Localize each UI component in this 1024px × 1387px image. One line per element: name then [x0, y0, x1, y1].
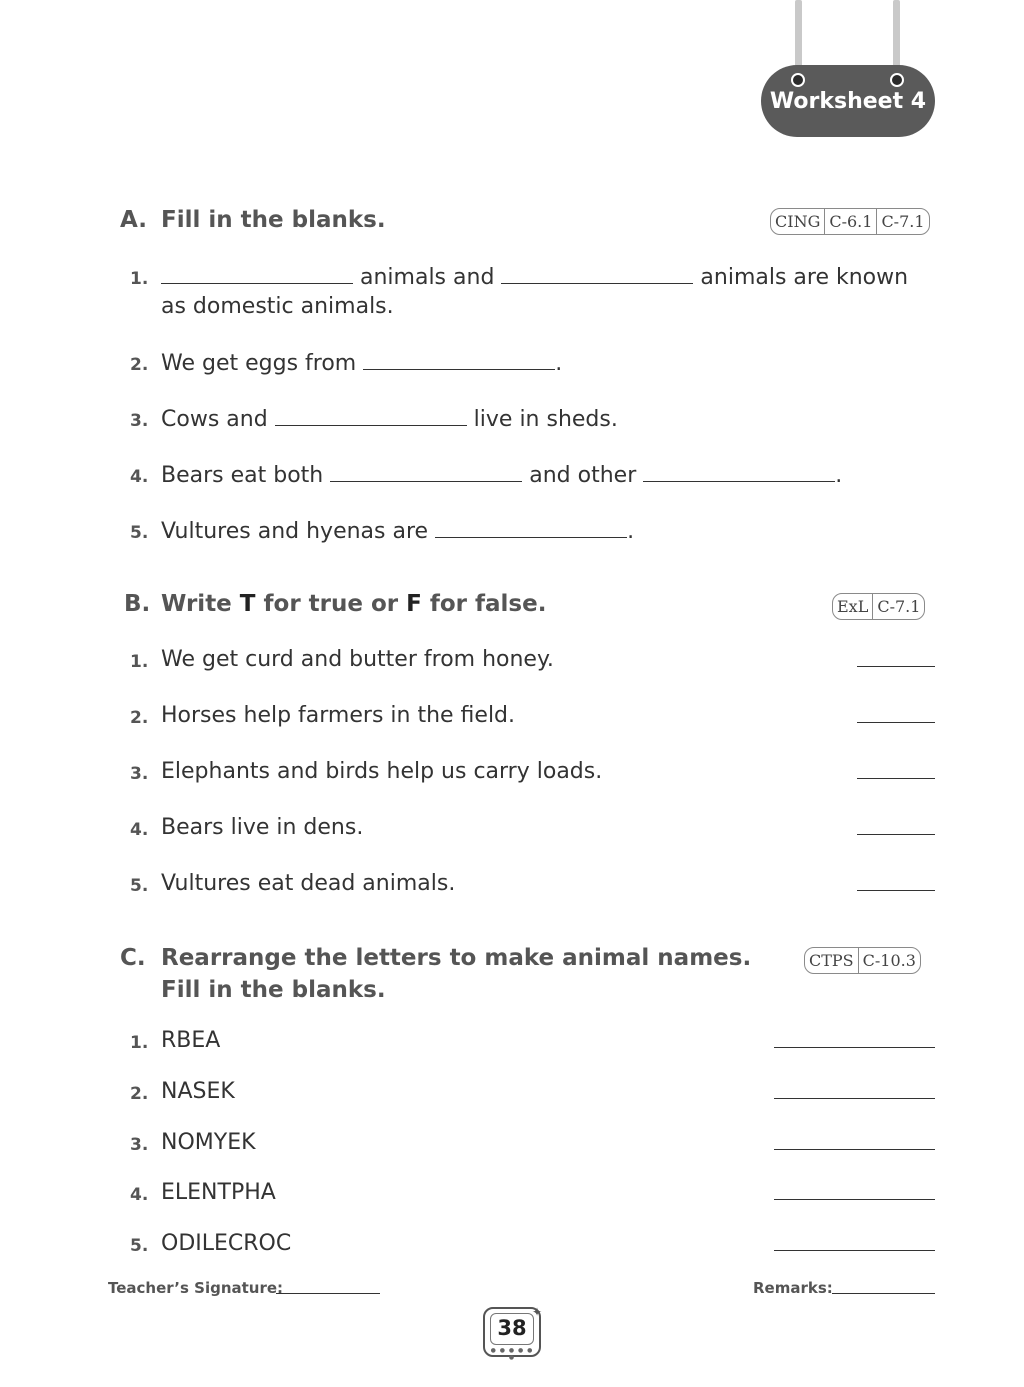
worksheet-title: Worksheet 4 — [769, 89, 927, 114]
section-c-title — [161, 942, 751, 1006]
question-text — [161, 404, 618, 435]
section-a-title: Fill in the blanks. — [161, 207, 386, 233]
answer-line[interactable] — [857, 833, 935, 835]
question-text-line2: as domestic animals. — [161, 294, 394, 319]
badge-code: CING — [775, 212, 821, 231]
blank-field[interactable] — [643, 460, 835, 482]
section-c-heading — [120, 942, 751, 1006]
answer-line[interactable] — [774, 1046, 935, 1048]
question-segment: . — [555, 351, 563, 376]
blank-field[interactable] — [363, 348, 555, 370]
question-segment: We get eggs from — [161, 351, 357, 376]
answer-line[interactable] — [857, 889, 935, 891]
question-segment: . — [835, 463, 843, 488]
question-number: 1. — [130, 1033, 149, 1053]
badge-code: C-10.3 — [858, 948, 920, 973]
teacher-signature-label: Teacher’s Signature: — [108, 1279, 284, 1297]
section-a-letter: A. — [120, 207, 147, 233]
remarks-label: Remarks: — [753, 1279, 833, 1297]
answer-line[interactable] — [774, 1198, 935, 1200]
badge-code: C-6.1 — [824, 209, 876, 234]
question-segment: and other — [529, 463, 637, 488]
section-c-badge — [804, 947, 921, 974]
answer-line[interactable] — [774, 1148, 935, 1150]
teacher-signature-line[interactable] — [276, 1292, 380, 1294]
question-number: 2. — [130, 708, 149, 728]
jumbled-word: RBEA — [161, 1028, 221, 1053]
badge-code: ExL — [837, 597, 869, 616]
question-segment: Bears eat both — [161, 463, 324, 488]
question-segment: . — [627, 519, 635, 544]
question-number: 3. — [130, 411, 149, 431]
question-number: 2. — [130, 1084, 149, 1104]
answer-line[interactable] — [774, 1249, 935, 1251]
blank-field[interactable] — [275, 404, 467, 426]
blank-field[interactable] — [161, 262, 353, 284]
section-b-letter: B. — [124, 591, 151, 617]
answer-line[interactable] — [857, 665, 935, 667]
question-number: 3. — [130, 1135, 149, 1155]
jumbled-word: ODILECROC — [161, 1231, 292, 1256]
question-text: Horses help farmers in the field. — [161, 703, 516, 728]
question-segment: Vultures and hyenas are — [161, 519, 429, 544]
question-segment: animals are known — [700, 265, 909, 290]
jumbled-word: NOMYEK — [161, 1130, 256, 1155]
badge-code: C-7.1 — [876, 209, 928, 234]
section-c-title-line2: Fill in the blanks. — [161, 977, 386, 1003]
tag-hole-right — [890, 73, 904, 87]
question-text — [161, 348, 562, 379]
jumbled-word: ELENTPHA — [161, 1180, 276, 1205]
answer-line[interactable] — [774, 1097, 935, 1099]
question-number: 2. — [130, 355, 149, 375]
question-segment: live in sheds. — [473, 407, 618, 432]
tag-hole-left — [791, 73, 805, 87]
question-number: 3. — [130, 764, 149, 784]
question-text: We get curd and butter from honey. — [161, 647, 554, 672]
question-number: 4. — [130, 467, 149, 487]
question-number: 1. — [130, 652, 149, 672]
blank-field[interactable] — [330, 460, 522, 482]
question-text: Bears live in dens. — [161, 815, 364, 840]
section-c-letter: C. — [120, 945, 146, 971]
jumbled-word: NASEK — [161, 1079, 235, 1104]
question-text: Elephants and birds help us carry loads. — [161, 759, 603, 784]
section-c-title-line1: Rearrange the letters to make animal names. — [161, 945, 752, 971]
blank-field[interactable] — [501, 262, 693, 284]
question-number: 5. — [130, 523, 149, 543]
page-number: 38 — [490, 1313, 534, 1345]
page-number-badge — [483, 1305, 543, 1361]
badge-code: C-7.1 — [872, 594, 924, 619]
worksheet-tag — [761, 65, 935, 137]
question-segment: animals and — [360, 265, 495, 290]
page-badge-dots: ● ● ● ● ● ● — [490, 1347, 534, 1361]
question-text — [161, 460, 842, 491]
section-b-heading — [124, 588, 546, 620]
sparkle-icon: ✦ — [532, 1305, 543, 1319]
question-number: 4. — [130, 820, 149, 840]
section-a-badge — [770, 208, 930, 235]
question-text: Vultures eat dead animals. — [161, 871, 456, 896]
question-number: 5. — [130, 1236, 149, 1256]
answer-line[interactable] — [857, 721, 935, 723]
section-b-title: Write T for true or F for false. — [161, 591, 547, 617]
question-number: 1. — [130, 269, 149, 289]
answer-line[interactable] — [857, 777, 935, 779]
badge-code: CTPS — [809, 951, 854, 970]
question-segment: Cows and — [161, 407, 268, 432]
question-number: 5. — [130, 876, 149, 896]
question-text — [161, 262, 908, 293]
blank-field[interactable] — [435, 516, 627, 538]
section-b-badge — [832, 593, 925, 620]
question-text — [161, 516, 634, 547]
remarks-line[interactable] — [832, 1292, 935, 1294]
question-number: 4. — [130, 1185, 149, 1205]
section-a-heading — [120, 204, 386, 236]
